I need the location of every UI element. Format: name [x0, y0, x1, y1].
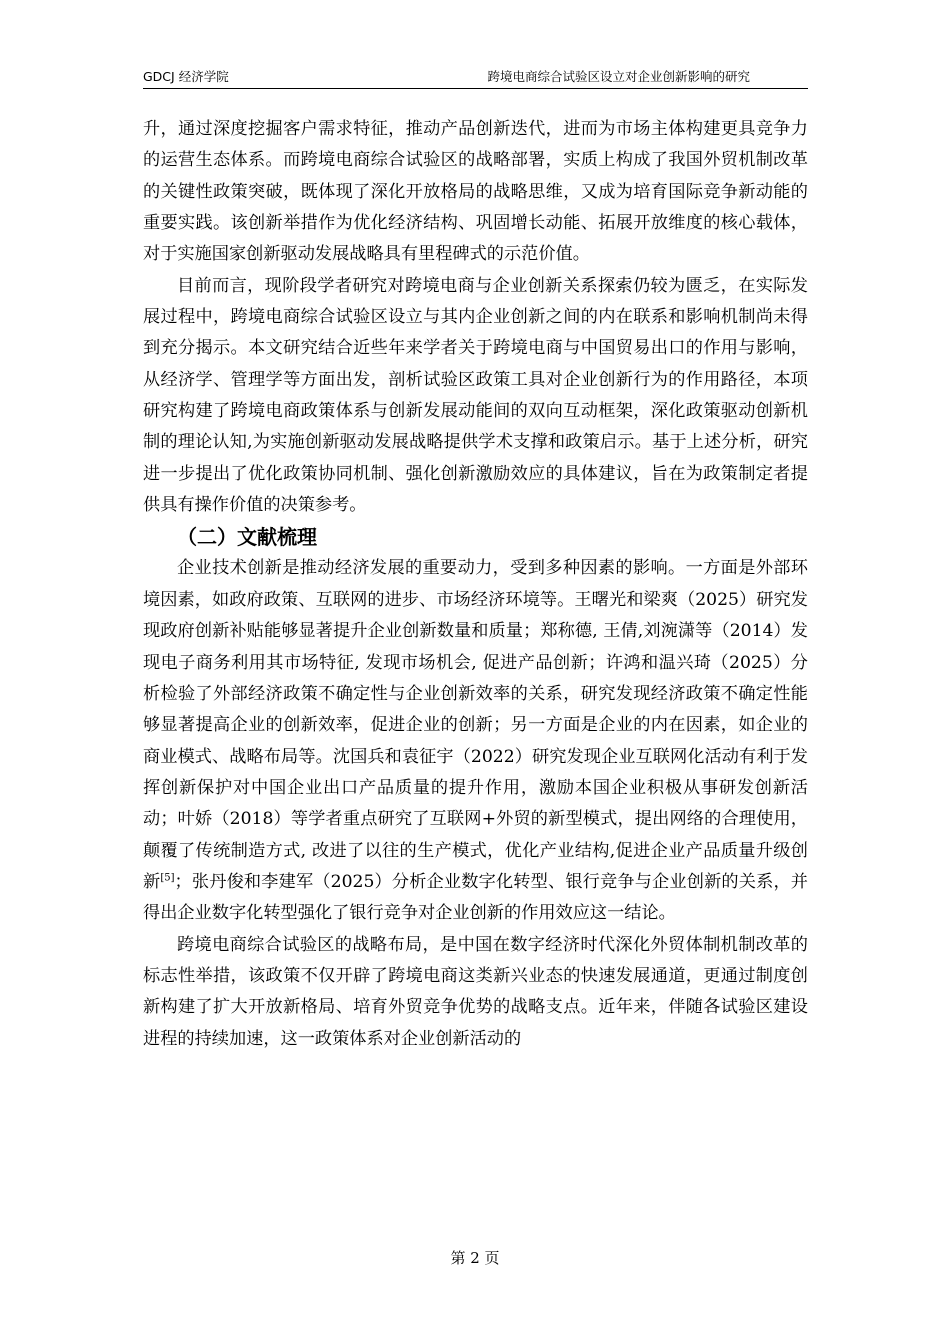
- paragraph-continuation: 升，通过深度挖掘客户需求特征，推动产品创新迭代，进而为市场主体构建更具竞争力的运营生态体系。而跨境电商综合试验区的战略部署，实质上构成了我国外贸机制改革的关键性政策突破，既体现了深化开放格局的战略思维，又成为培育国际竞争新动能的重要实践。该创新举措作为优化经济结构、巩固增长动能、拓展开放维度的核心载体，对于实施国家创新驱动发展战略具有里程碑式的示范价值。: [143, 119, 808, 265]
- document-body: [143, 114, 808, 1055]
- paragraph-research-significance: 目前而言，现阶段学者研究对跨境电商与企业创新关系探索仍较为匮乏，在实际发展过程中，跨境电商综合试验区设立与其内企业创新之间的内在联系和影响机制尚未得到充分揭示。本文研究结合近些年来学者关于跨境电商与中国贸易出口的作用与影响，从经济学、管理学等方面出发，剖析试验区政策工具对企业创新行为的作用路径，本项研究构建了跨境电商政策体系与创新发展动能间的双向互动框架，深化政策驱动创新机制的理论认知,为实施创新驱动发展战略提供学术支撑和政策启示。基于上述分析，研究进一步提出了优化政策协同机制、强化创新激励效应的具体建议，旨在为政策制定者提供具有操作价值的决策参考。: [143, 275, 808, 516]
- header-school-name: GDCJ 经济学院: [143, 69, 229, 84]
- citation-marker: [5]: [160, 872, 175, 884]
- section-heading-literature-review: （二）文献梳理: [177, 525, 317, 550]
- page-header: [143, 66, 808, 89]
- paragraph-literature-text-a: 企业技术创新是推动经济发展的重要动力，受到多种因素的影响。一方面是外部环境因素，如政府政策、互联网的进步、市场经济环境等。王曙光和梁爽（2025）研究发现政府创新补贴能够显著提升企业创新数量和质量；郑称德, 王倩,刘涴潇等（2014）发现电子商务利用其市场特征, 发现市场机会, 促进产品创新；许鸿和温兴琦（2025）分析检验了外部经济政策不确定性与企业创新效率的关系，研究发现经济政策不确定性能够显著提高企业的创新效率，促进企业的创新；另一方面是企业的内在因素，如企业的商业模式、战略布局等。沈国兵和袁征宇（2022）研究发现企业互联网化活动有利于发挥创新保护对中国企业出口产品质量的提升作用，激励本国企业积极从事研发创新活动；叶娇（2018）等学者重点研究了互联网+外贸的新型模式，提出网络的合理使用，颠覆了传统制造方式, 改进了以往的生产模式，优化产业结构,促进企业产品质量升级创新: [143, 558, 808, 892]
- header-paper-title: 跨境电商综合试验区设立对企业创新影响的研究: [487, 69, 750, 84]
- paragraph-pilot-zone-strategy: 跨境电商综合试验区的战略布局，是中国在数字经济时代深化外贸体制机制改革的标志性举措，该政策不仅开辟了跨境电商这类新兴业态的快速发展通道，更通过制度创新构建了扩大开放新格局、培育外贸竞争优势的战略支点。近年来，伴随各试验区建设进程的持续加速，这一政策体系对企业创新活动的: [143, 934, 808, 1049]
- paragraph-literature-innovation-factors: [143, 553, 808, 929]
- page-number: 第 2 页: [450, 1249, 500, 1267]
- paragraph-literature-text-b: ；张丹俊和李建军（2025）分析企业数字化转型、银行竞争与企业创新的关系，并得出企业数字化转型强化了银行竞争对企业创新的作用效应这一结论。: [143, 871, 808, 924]
